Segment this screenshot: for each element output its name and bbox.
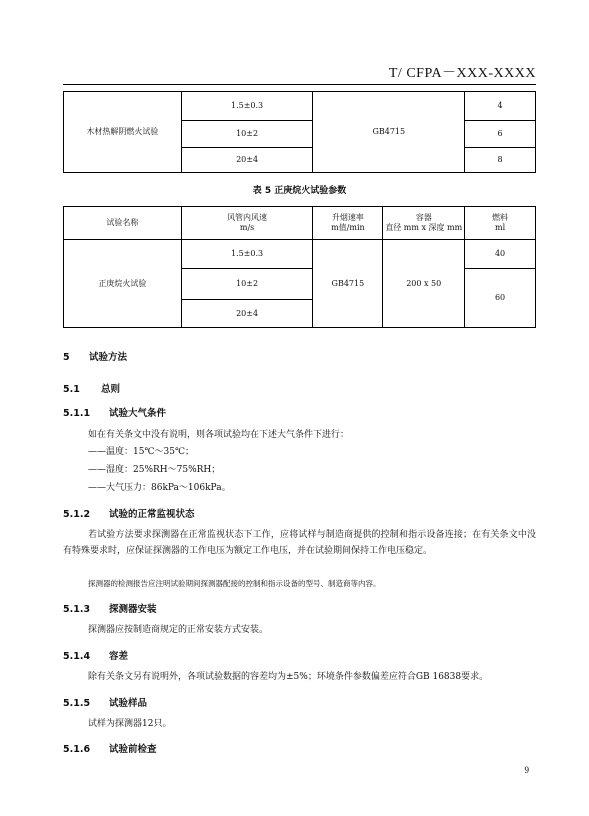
fuel-cell: 40: [465, 240, 536, 269]
paragraph: 探测器应按制造商规定的正常安装方式安装。: [88, 625, 269, 635]
section-5-1-4-heading: 5.1.4 容差: [63, 651, 129, 662]
paragraph: 如在有关条文中没有说明，则各项试验均在下述大气条件下进行：: [88, 430, 350, 440]
table-caption: 表 5 正庚烷火试验参数: [252, 186, 347, 196]
paragraph: 若试验方法要求探测器在正常监视状态下工作，应将试样与制造商提供的控制和指示设备连接；在有关条文中没有特殊要求时，应保证探测器的工作电压为额定工作电压，并在试验期间保持工作电压稳定。: [63, 530, 536, 556]
speed-cell: 20±4: [181, 300, 313, 328]
paragraph: 除有关条文另有说明外，各项试验数据的容差均为±5%；环境条件参数偏差应符合GB 16838要求。: [88, 672, 489, 682]
speed-cell: 10±2: [181, 121, 313, 148]
fuel-cell: 60: [465, 269, 536, 328]
fuel-cell: 8: [465, 148, 536, 173]
fuel-cell: 4: [465, 92, 536, 121]
table-wood-smoulder: [63, 91, 536, 173]
list-item: ——温度：15℃～35℃；: [88, 447, 195, 457]
document-id: T/ CFPA－XXX-XXXX: [388, 66, 536, 81]
smoke-rate-cell: GB4715: [313, 92, 465, 173]
speed-cell: 1.5±0.3: [181, 92, 313, 121]
section-5-1-heading: 5.1 总则: [63, 384, 121, 395]
smoke-rate-cell: GB4715: [313, 240, 383, 328]
speed-cell: 1.5±0.3: [181, 240, 313, 269]
test-name-cell: 正庚烷火试验: [64, 240, 182, 328]
section-5-heading: 5 试验方法: [63, 352, 128, 363]
section-5-1-3-heading: 5.1.3 探测器安装: [63, 604, 157, 615]
section-5-1-6-heading: 5.1.6 试验前检查: [63, 744, 157, 755]
list-item: ——湿度：25%RH～75%RH；: [88, 465, 221, 475]
section-5-1-1-heading: 5.1.1 试验大气条件: [63, 408, 167, 419]
paragraph: 试样为探测器12只。: [88, 719, 172, 729]
note: 探测器的检测报告应注明试验期间探测器配接的控制和指示设备的型号、制造商等内容。: [88, 579, 381, 588]
section-5-1-5-heading: 5.1.5 试验样品: [63, 698, 148, 709]
list-item: ——大气压力：86kPa～106kPa。: [88, 483, 231, 493]
speed-cell: 10±2: [181, 269, 313, 300]
table-heptane-fire: [63, 206, 536, 328]
speed-cell: 20±4: [181, 148, 313, 173]
header-smoke-rate: 升烟速率 m值/min: [313, 207, 383, 240]
container-cell: 200 x 50: [383, 240, 465, 328]
test-name-cell: 木材热解阴燃火试验: [64, 92, 182, 173]
fuel-cell: 6: [465, 121, 536, 148]
section-5-1-2-heading: 5.1.2 试验的正常监视状态: [63, 509, 195, 520]
header-speed: 风管内风速 m/s: [181, 207, 313, 240]
header-container: 容器 直径 mm x 深度 mm: [383, 207, 465, 240]
header-fuel: 燃料 ml: [465, 207, 536, 240]
header-test-name: 试验名称: [64, 207, 182, 240]
header-rule: [63, 84, 536, 85]
page-number: 9: [524, 765, 529, 775]
